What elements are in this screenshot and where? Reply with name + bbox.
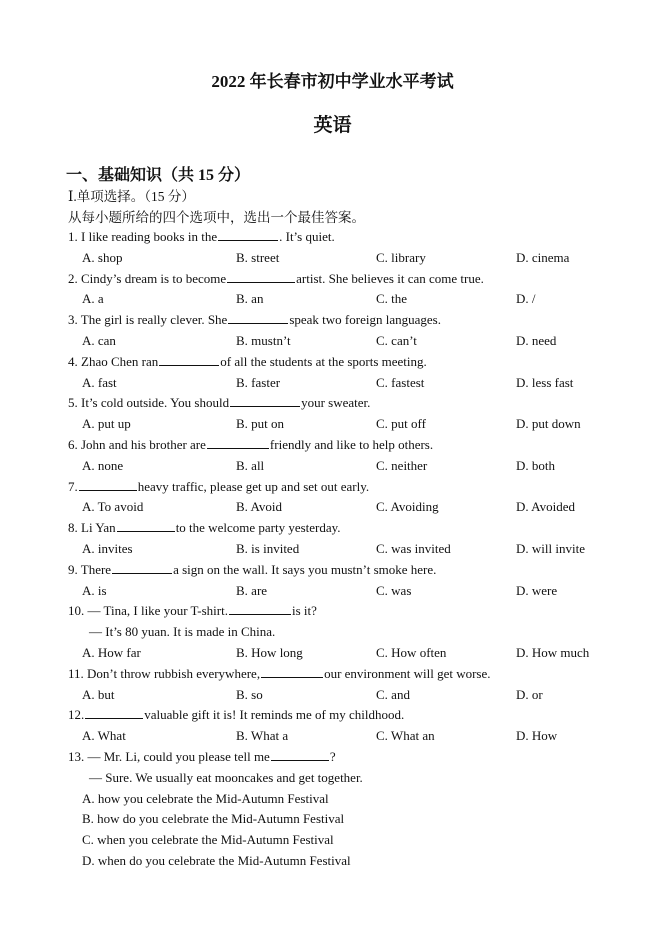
option: B. mustn’t bbox=[236, 332, 291, 348]
question-text: 11. Don’t throw rubbish everywhere, bbox=[68, 665, 261, 681]
options-row bbox=[0, 581, 665, 602]
options-row bbox=[0, 539, 665, 560]
question-line bbox=[0, 560, 665, 581]
question-text: 1. I like reading books in the bbox=[68, 229, 218, 244]
option: C. Avoiding bbox=[376, 499, 439, 515]
options-row bbox=[0, 289, 665, 310]
option: C. fastest bbox=[376, 374, 425, 390]
option: D. or bbox=[516, 686, 543, 702]
question-line bbox=[0, 664, 665, 685]
options-row bbox=[0, 497, 665, 518]
answer-blank bbox=[230, 393, 300, 407]
option: B. how do you celebrate the Mid-Autumn Festival bbox=[82, 811, 345, 827]
option: C. the bbox=[376, 291, 408, 307]
option: B. faster bbox=[236, 374, 281, 390]
option: D. both bbox=[516, 457, 555, 473]
option: A. put up bbox=[82, 416, 131, 432]
answer-blank bbox=[85, 705, 143, 719]
question-text: 3. The girl is really clever. She bbox=[68, 312, 228, 328]
option: C. put off bbox=[376, 416, 426, 432]
question-text: 9. There bbox=[68, 561, 112, 577]
option: C. can’t bbox=[376, 332, 417, 348]
answer-blank bbox=[218, 227, 278, 241]
part-heading: Ⅰ.单项选择。（15 分） bbox=[68, 189, 195, 204]
dialogue-reply: — It’s 80 yuan. It is made in China. bbox=[89, 624, 276, 640]
dialogue-reply: — Sure. We usually eat mooncakes and get together. bbox=[89, 769, 363, 785]
exam-title: 2022 年长春市初中学业水平考试 bbox=[211, 72, 454, 91]
question-text: 10. — Tina, I like your T-shirt. bbox=[68, 603, 228, 619]
option: B. are bbox=[236, 582, 268, 598]
option: C. was bbox=[376, 582, 412, 598]
question-line bbox=[0, 227, 665, 248]
option: D. put down bbox=[516, 416, 581, 432]
option: C. and bbox=[376, 686, 410, 702]
subject-title: 英语 bbox=[313, 115, 352, 136]
question-text: . It’s quiet. bbox=[279, 229, 335, 244]
question-line bbox=[0, 352, 665, 373]
option: A. is bbox=[82, 582, 107, 598]
option: D. less fast bbox=[516, 374, 574, 390]
question-line bbox=[0, 477, 665, 498]
answer-blank bbox=[227, 269, 295, 283]
question-text: 7. bbox=[68, 478, 78, 494]
option: D. need bbox=[516, 332, 557, 348]
question-text: of all the students at the sports meeting. bbox=[220, 353, 427, 369]
option: C. neither bbox=[376, 457, 428, 473]
question-text: 8. Li Yan bbox=[68, 520, 116, 536]
option: D. How much bbox=[516, 644, 590, 660]
question-line bbox=[0, 518, 665, 539]
options-row bbox=[0, 414, 665, 435]
option: A. none bbox=[82, 457, 124, 473]
option: D. How bbox=[516, 728, 558, 744]
instruction-text: 从每小题所给的四个选项中，选出一个最佳答案。 bbox=[68, 210, 365, 225]
question-text: 5. It’s cold outside. You should bbox=[68, 395, 230, 411]
question-text: 6. John and his brother are bbox=[68, 436, 206, 452]
answer-blank bbox=[271, 747, 329, 761]
question-text: a sign on the wall. It says you mustn’t smoke here. bbox=[173, 561, 437, 577]
question-line bbox=[0, 705, 665, 726]
option: A. but bbox=[82, 686, 115, 702]
options-row bbox=[0, 643, 665, 664]
question-text: 4. Zhao Chen ran bbox=[68, 353, 159, 369]
option: A. fast bbox=[82, 374, 117, 390]
option: B. What a bbox=[236, 728, 289, 744]
answer-blank bbox=[112, 560, 172, 574]
answer-blank bbox=[229, 601, 291, 615]
option: C. library bbox=[376, 249, 426, 265]
answer-blank bbox=[117, 518, 175, 532]
question-text: speak two foreign languages. bbox=[289, 312, 441, 328]
option: A. How far bbox=[82, 644, 141, 660]
question-list bbox=[0, 227, 665, 872]
question-text: friendly and like to help others. bbox=[269, 436, 434, 452]
question-text: 13. — Mr. Li, could you please tell me bbox=[68, 748, 270, 764]
option: C. How often bbox=[376, 644, 447, 660]
option: D. Avoided bbox=[516, 499, 575, 515]
option: D. / bbox=[516, 291, 536, 307]
question-text: ? bbox=[329, 748, 336, 764]
question-text: to the welcome party yesterday. bbox=[175, 520, 341, 536]
option: B. street bbox=[236, 249, 280, 265]
option: D. were bbox=[516, 582, 558, 598]
question-line bbox=[0, 310, 665, 331]
options-row bbox=[0, 331, 665, 352]
options-row bbox=[0, 373, 665, 394]
answer-blank bbox=[207, 435, 269, 449]
option: A. can bbox=[82, 332, 116, 348]
question-text: our environment will get worse. bbox=[324, 665, 491, 681]
question-text: 2. Cindy’s dream is to become bbox=[68, 270, 227, 286]
options-row bbox=[0, 248, 665, 269]
section-heading: 一、基础知识（共 15 分） bbox=[66, 167, 251, 184]
option: B. put on bbox=[236, 416, 285, 432]
question-text: your sweater. bbox=[301, 395, 371, 411]
option: A. invites bbox=[82, 540, 133, 556]
question-text: is it? bbox=[292, 603, 317, 619]
options-row bbox=[0, 456, 665, 477]
option: B. all bbox=[236, 457, 265, 473]
option: D. will invite bbox=[516, 540, 585, 556]
option: B. an bbox=[236, 291, 264, 307]
answer-blank bbox=[79, 477, 137, 491]
option: C. when you celebrate the Mid-Autumn Festival bbox=[82, 832, 334, 848]
question-text: 12. bbox=[68, 707, 85, 723]
option: A. To avoid bbox=[82, 499, 144, 515]
option: A. how you celebrate the Mid-Autumn Festival bbox=[82, 790, 329, 806]
option: B. How long bbox=[236, 644, 303, 660]
option: A. What bbox=[82, 728, 126, 744]
question-text: valuable gift it is! It reminds me of my childhood. bbox=[144, 707, 405, 723]
question-line bbox=[0, 269, 665, 290]
answer-blank bbox=[159, 352, 219, 366]
question-text: heavy traffic, please get up and set out early. bbox=[137, 478, 370, 494]
question-line bbox=[0, 393, 665, 414]
options-row bbox=[0, 726, 665, 747]
option: D. when do you celebrate the Mid-Autumn Festival bbox=[82, 852, 351, 868]
answer-blank bbox=[228, 310, 288, 324]
option: A. shop bbox=[82, 249, 123, 265]
answer-blank bbox=[261, 664, 323, 678]
option: B. is invited bbox=[236, 540, 300, 556]
options-row bbox=[0, 685, 665, 706]
option: A. a bbox=[82, 291, 104, 307]
question-line bbox=[0, 601, 665, 622]
option: C. was invited bbox=[376, 540, 451, 556]
option: B. so bbox=[236, 686, 263, 702]
option: D. cinema bbox=[516, 249, 570, 265]
question-text: artist. She believes it can come true. bbox=[296, 270, 484, 286]
question-line bbox=[0, 747, 665, 768]
option: C. What an bbox=[376, 728, 435, 744]
option: B. Avoid bbox=[236, 499, 282, 515]
question-line bbox=[0, 435, 665, 456]
